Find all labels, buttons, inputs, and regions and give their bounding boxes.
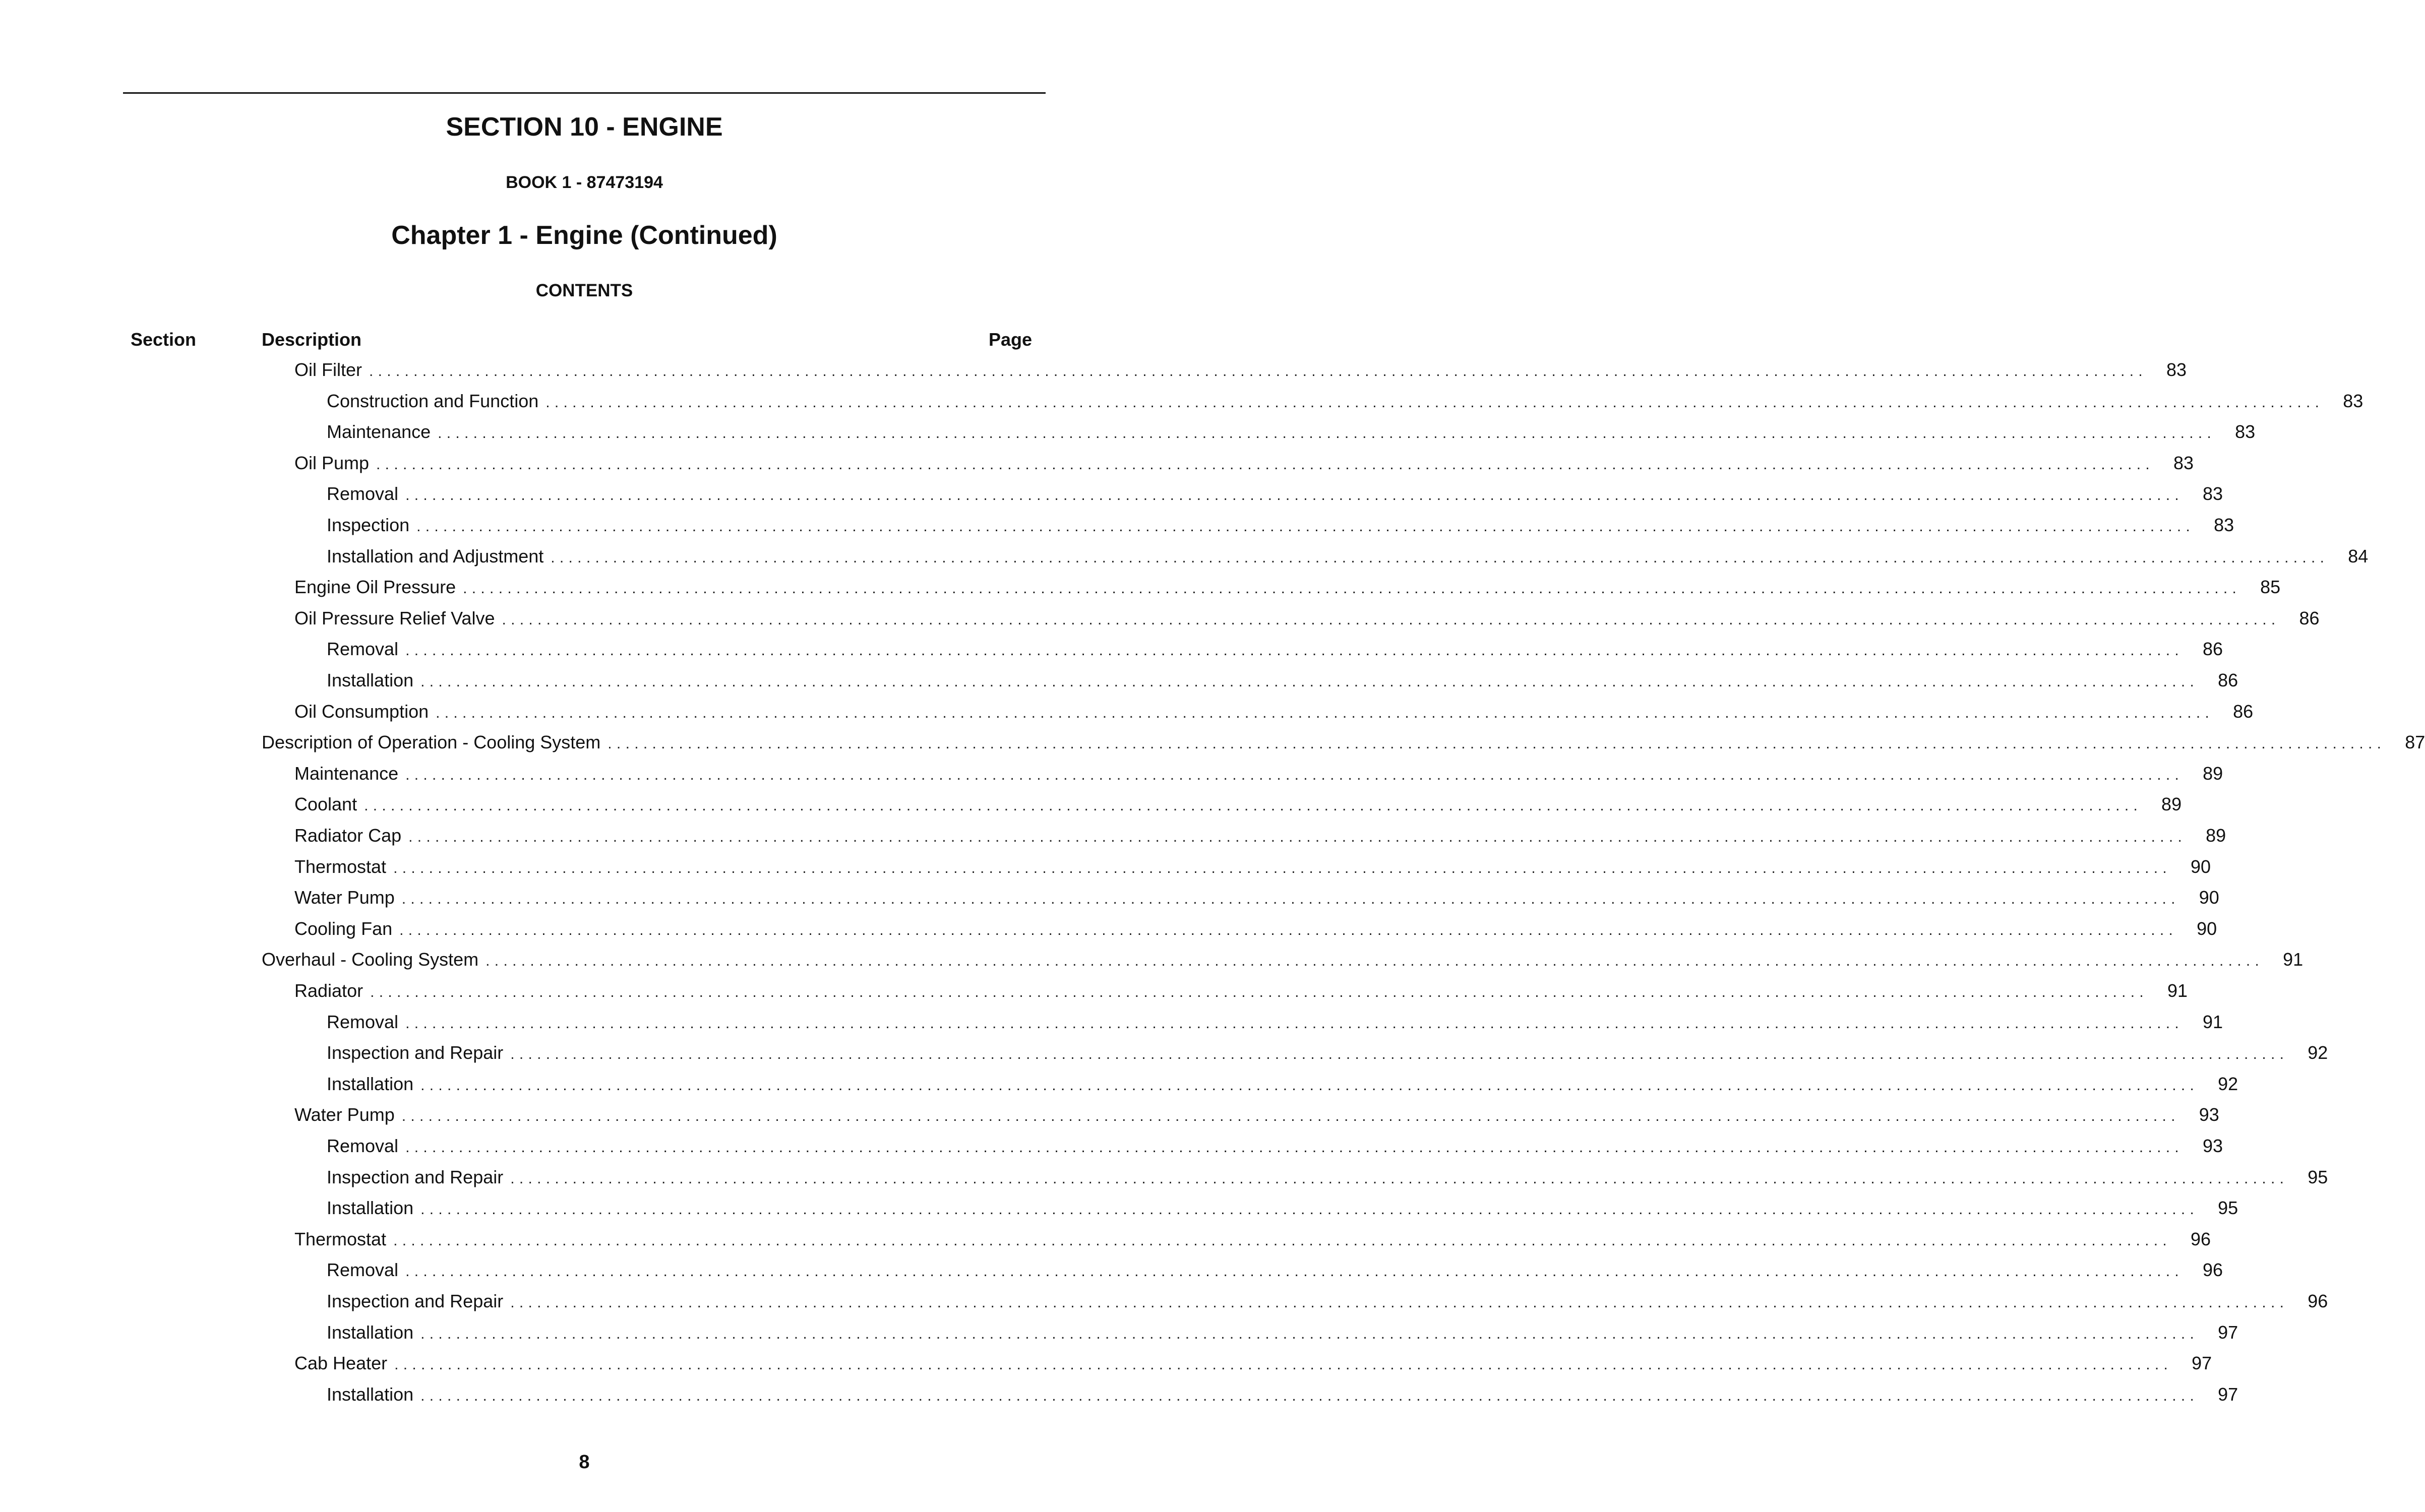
dot-leader: ........................................................................................................................................................................................................ [408, 829, 2187, 845]
toc-entry[interactable] [294, 918, 2217, 947]
toc-entry-page: 96 [2203, 1259, 2223, 1281]
top-rule [123, 92, 1046, 94]
toc-entry-page: 97 [2218, 1383, 2238, 1405]
dot-leader: ........................................................................................................................................................................................................ [463, 580, 2241, 597]
page-number: 8 [579, 1452, 590, 1473]
toc-entry-label: Inspection and Repair [327, 1042, 504, 1063]
toc-entry[interactable] [327, 1136, 2223, 1164]
toc-entry-label: Maintenance [327, 421, 431, 443]
toc-entry[interactable] [294, 577, 2281, 605]
toc-entry[interactable] [294, 1104, 2219, 1132]
toc-entry-page: 89 [2203, 763, 2223, 784]
toc-entry-page: 96 [2308, 1291, 2328, 1311]
dot-leader: ........................................................................................................................................................................................................ [510, 1046, 2289, 1063]
toc-entry-page: 86 [2233, 701, 2254, 722]
toc-entry[interactable] [294, 452, 2194, 481]
toc-entry-page: 86 [2218, 670, 2238, 690]
toc-entry-label: Installation and Adjustment [327, 545, 544, 566]
section-title: SECTION 10 - ENGINE [446, 112, 723, 142]
dot-leader: ........................................................................................................................................................................................................ [420, 1325, 2199, 1342]
toc-entry-page: 83 [2166, 359, 2187, 380]
toc-entry-label: Engine Oil Pressure [294, 577, 456, 598]
toc-entry[interactable] [294, 359, 2187, 388]
toc-entry-label: Oil Pump [294, 452, 370, 473]
dot-leader: ........................................................................................................................................................................................................ [551, 549, 2329, 566]
dot-leader: ........................................................................................................................................................................................................ [399, 921, 2178, 938]
toc-entry-label: Water Pump [294, 887, 395, 908]
toc-entry-page: 90 [2199, 887, 2219, 908]
toc-entry[interactable] [327, 390, 2363, 419]
toc-entry-label: Overhaul - Cooling System [262, 949, 479, 970]
toc-entry[interactable] [294, 1228, 2211, 1257]
toc-entry[interactable] [327, 1042, 2328, 1070]
column-header-section: Section [131, 329, 197, 350]
toc-entry-page: 95 [2218, 1198, 2238, 1219]
toc-entry[interactable] [294, 763, 2223, 791]
toc-entry[interactable] [327, 545, 2369, 574]
dot-leader: ........................................................................................................................................................................................................ [436, 704, 2214, 721]
dot-leader: ........................................................................................................................................................................................................ [405, 642, 2184, 659]
toc-entry-label: Oil Filter [294, 359, 362, 380]
dot-leader: ........................................................................................................................................................................................................ [420, 1077, 2199, 1094]
toc-entry-page: 93 [2199, 1104, 2219, 1125]
dot-leader: ........................................................................................................................................................................................................ [401, 891, 2180, 908]
toc-entry-page: 96 [2191, 1228, 2211, 1249]
toc-entry-label: Maintenance [294, 763, 399, 784]
toc-entry-label: Construction and Function [327, 390, 539, 411]
dot-leader: ........................................................................................................................................................................................................ [364, 797, 2143, 814]
dot-leader: ........................................................................................................................................................................................................ [438, 425, 2216, 442]
toc-entry-label: Description of Operation - Cooling System [262, 732, 601, 753]
dot-leader: ........................................................................................................................................................................................................ [401, 1108, 2180, 1125]
toc-entry[interactable] [327, 670, 2238, 698]
toc-entry[interactable] [327, 1259, 2223, 1288]
toc-entry[interactable] [327, 1073, 2238, 1102]
toc-entry-page: 85 [2260, 577, 2281, 598]
toc-entry[interactable] [327, 1383, 2238, 1412]
dot-leader: ........................................................................................................................................................................................................ [369, 363, 2147, 380]
toc-entry[interactable] [262, 949, 2303, 977]
toc-entry-label: Inspection [327, 515, 410, 535]
toc-entry-page: 91 [2203, 1011, 2223, 1032]
toc-entry[interactable] [294, 794, 2182, 822]
toc-entry[interactable] [327, 483, 2223, 512]
toc-entry-label: Installation [327, 1073, 414, 1094]
toc-entry-label: Inspection and Repair [327, 1166, 504, 1187]
book-number: BOOK 1 - 87473194 [506, 173, 663, 192]
toc-entry-label: Installation [327, 1198, 414, 1219]
toc-entry-page: 92 [2308, 1042, 2328, 1063]
toc-entry-page: 90 [2191, 856, 2211, 877]
toc-entry[interactable] [294, 980, 2188, 1009]
toc-entry-page: 89 [2206, 825, 2226, 846]
toc-entry-label: Removal [327, 1136, 399, 1156]
contents-heading: CONTENTS [535, 281, 633, 300]
dot-leader: ........................................................................................................................................................................................................ [420, 1387, 2199, 1404]
toc-entry[interactable] [327, 1198, 2238, 1226]
toc-entry-page: 97 [2192, 1353, 2212, 1374]
toc-entry-page: 86 [2299, 607, 2320, 628]
toc-entry[interactable] [294, 607, 2320, 636]
toc-entry-label: Coolant [294, 794, 357, 815]
toc-entry-page: 92 [2218, 1073, 2238, 1094]
toc-entry-page: 83 [2203, 483, 2223, 505]
toc-entry[interactable] [327, 515, 2234, 543]
dot-leader: ........................................................................................................................................................................................................ [405, 1015, 2184, 1032]
toc-entry-label: Installation [327, 670, 414, 690]
toc-entry[interactable] [327, 639, 2223, 667]
dot-leader: ........................................................................................................................................................................................................ [405, 766, 2184, 783]
dot-leader: ........................................................................................................................................................................................................ [376, 456, 2155, 473]
toc-entry-page: 97 [2218, 1321, 2238, 1343]
dot-leader: ........................................................................................................................................................................................................ [486, 953, 2264, 970]
toc-entry-label: Oil Pressure Relief Valve [294, 607, 495, 628]
toc-entry[interactable] [262, 732, 2425, 760]
toc-entry-page: 84 [2348, 545, 2369, 566]
toc-entry-label: Removal [327, 639, 399, 660]
toc-entry[interactable] [327, 1291, 2328, 1319]
dot-leader: ........................................................................................................................................................................................................ [545, 394, 2324, 411]
toc-entry[interactable] [327, 1166, 2328, 1195]
toc-entry-page: 83 [2173, 452, 2194, 473]
toc-entry-page: 83 [2235, 421, 2256, 443]
toc-entry-page: 91 [2283, 949, 2303, 970]
toc-entry-page: 90 [2197, 918, 2217, 939]
toc-entry-page: 91 [2167, 980, 2188, 1001]
toc-entry-page: 86 [2203, 639, 2223, 660]
toc-entry[interactable] [294, 825, 2226, 853]
toc-entry-label: Water Pump [294, 1104, 395, 1125]
toc-entry-page: 95 [2308, 1166, 2328, 1187]
toc-entry-label: Thermostat [294, 1228, 387, 1249]
column-header-page: Page [988, 329, 1032, 350]
dot-leader: ........................................................................................................................................................................................................ [405, 1139, 2184, 1156]
dot-leader: ........................................................................................................................................................................................................ [608, 735, 2386, 752]
toc-entry-label: Cab Heater [294, 1353, 388, 1374]
toc-entry-page: 89 [2161, 794, 2182, 815]
toc-entry-label: Removal [327, 1011, 399, 1032]
dot-leader: ........................................................................................................................................................................................................ [420, 1201, 2199, 1218]
toc-entry-label: Installation [327, 1321, 414, 1343]
toc-entry-page: 83 [2343, 390, 2363, 411]
toc-entry-label: Cooling Fan [294, 918, 393, 939]
dot-leader: ........................................................................................................................................................................................................ [416, 518, 2195, 535]
dot-leader: ........................................................................................................................................................................................................ [405, 487, 2184, 504]
dot-leader: ........................................................................................................................................................................................................ [370, 984, 2149, 1000]
dot-leader: ........................................................................................................................................................................................................ [502, 611, 2280, 628]
dot-leader: ........................................................................................................................................................................................................ [420, 673, 2199, 690]
toc-entry-label: Oil Consumption [294, 701, 429, 722]
toc-entry[interactable] [327, 421, 2256, 450]
dot-leader: ........................................................................................................................................................................................................ [394, 1356, 2173, 1373]
toc-entry-label: Inspection and Repair [327, 1291, 504, 1311]
chapter-title: Chapter 1 - Engine (Continued) [391, 221, 777, 250]
toc-entry[interactable] [327, 1321, 2238, 1350]
toc-entry-label: Installation [327, 1383, 414, 1405]
dot-leader: ........................................................................................................................................................................................................ [510, 1294, 2289, 1311]
dot-leader: ........................................................................................................................................................................................................ [393, 859, 2172, 876]
toc-entry[interactable] [327, 1011, 2223, 1040]
toc-entry-label: Removal [327, 483, 399, 505]
toc-entry-label: Thermostat [294, 856, 387, 877]
dot-leader: ........................................................................................................................................................................................................ [405, 1263, 2184, 1280]
toc-entry-page: 93 [2203, 1136, 2223, 1156]
toc-entry[interactable] [294, 1353, 2212, 1381]
column-header-description: Description [262, 329, 362, 350]
toc-entry-label: Removal [327, 1259, 399, 1281]
dot-leader: ........................................................................................................................................................................................................ [510, 1170, 2289, 1187]
toc-entry-page: 83 [2214, 515, 2234, 535]
toc-entry[interactable] [294, 887, 2219, 915]
toc-entry-label: Radiator Cap [294, 825, 402, 846]
toc-entry[interactable] [294, 856, 2211, 885]
toc-entry[interactable] [294, 701, 2254, 729]
toc-entry-label: Radiator [294, 980, 363, 1001]
dot-leader: ........................................................................................................................................................................................................ [393, 1232, 2172, 1249]
toc-entry-page: 87 [2405, 732, 2425, 753]
